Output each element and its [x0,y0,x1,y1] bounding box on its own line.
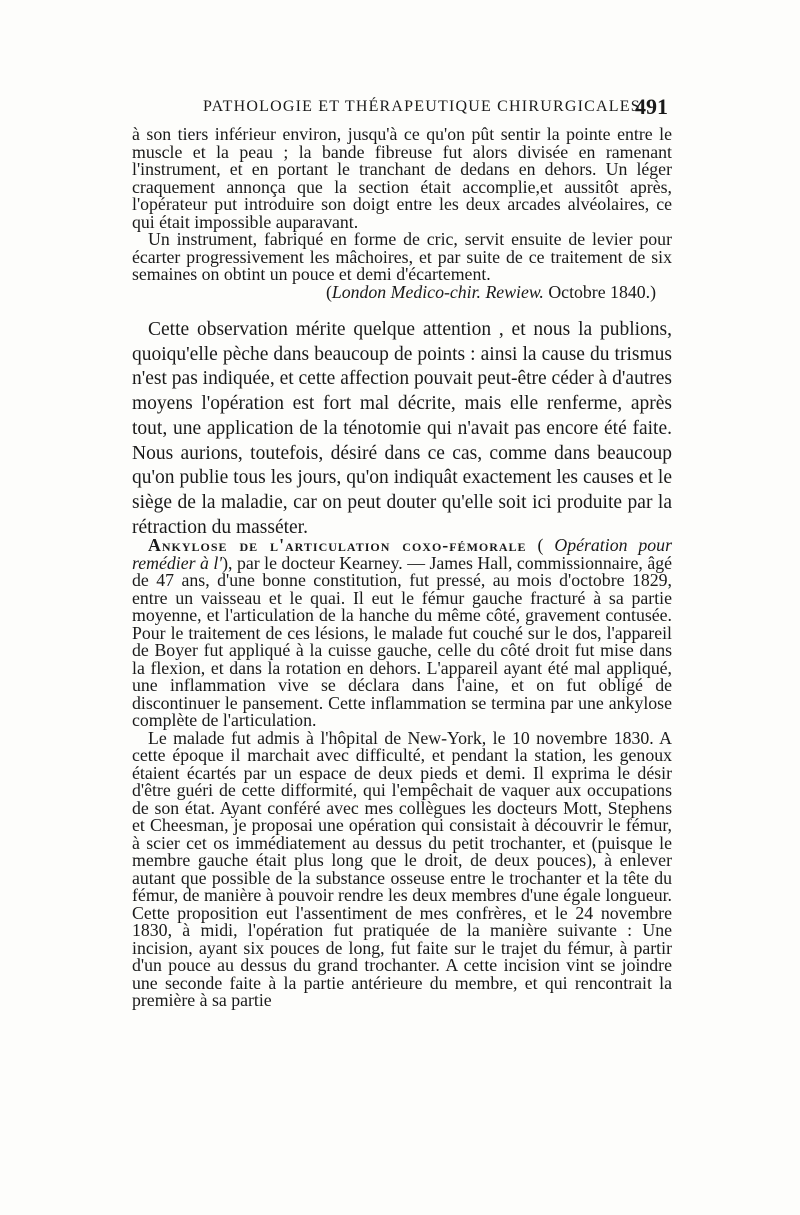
case-paragraph-1: à son tiers inférieur environ, jusqu'à ce qu'on pût sentir la pointe entre le muscle et la peau ; la bande fibreuse fut alors divisée en ramenant l'instrument, et en portant le tranchant de dedans en dehors. Un léger craquement annonça que la section était accomplie,et aussitôt après, l'opérateur put introduire son doigt entre les deux arcades alvéolaires, ce qui était impossible auparavant. [132,124,672,232]
article-paragraph-1: Ankylose de l'articulation coxo-fémorale ( Opération pour remédier à l'), par le docteur Kearney. — James Hall, commissionnaire, âgé de 47 ans, d'une bonne constitution, fut pressé, au mois d'octobre 1829, entre un vaisseau et le quai. Il eut le fémur gauche fracturé à sa partie moyenne, et l'articulation de la hanche du même côté, gravement contusée. Pour le traitement de ces lésions, le malade fut couché sur le dos, l'appareil de Boyer fut appliqué à la cuisse gauche, celle du côté droit fut mise dans la flexion, et dans la rotation en dehors. L'appareil ayant été mal appliqué, une inflammation vive se déclara dans l'aine, et on fut obligé de discontinuer le pansement. Cette inflammation se termina par une ankylose complète de l'articulation. [132,535,672,730]
commentary-paragraph: Cette observation mérite quelque attention , et nous la publions, quoiqu'elle pèche dans beaucoup de points : ainsi la cause du trismus n'est pas indiquée, et cette affection pouvait peut-être céder à d'autres moyens l'opération est fort mal décrite, mais elle renferme, après tout, une application de la ténotomie qui n'avait pas encore été faite. Nous aurions, toutefois, désiré dans ce cas, comme dans beaucoup qu'on publie tous les jours, qu'on indiquât exactement les causes et le siège de la maladie, car on peut douter qu'elle soit ici produite par la rétraction du masséter. [132,319,672,538]
article-paragraph-2: Le malade fut admis à l'hôpital de New-York, le 10 novembre 1830. A cette époque il marchait avec difficulté, et pendant la station, les genoux étaient écartés par un espace de deux pieds et demi. Il exprima le désir d'être guéri de cette difformité, qui l'empêchait de vaquer aux occupations de son état. Ayant conféré avec mes collègues les docteurs Mott, Stephens et Cheesman, je proposai une opération qui consistait à découvrir le fémur, à scier cet os immédiatement au dessus du petit trochanter, et (puisque le membre gauche était plus long que le droit, de deux pouces), à enlever autant que possible de la substance osseuse entre le trochanter et la tête du fémur, de manière à pouvoir rendre les deux membres d'une égale longueur. Cette proposition eut l'assentiment de mes confrères, et le 24 novembre 1830, à midi, l'opération fut pratiquée de la manière suivante : Une incision, ayant six pouces de long, fut faite sur le trajet du fémur, à partir d'un pouce au dessus du grand trochanter. A cette incision vint se joindre une seconde faite à la partie antérieure du membre, et qui rencontrait la première à sa partie [132,727,672,1010]
citation-source: London Medico-chir. Rewiew. [331,281,544,302]
citation-date: Octobre 1840.) [548,281,656,302]
article-paragraph-1-text: ), par le docteur Kearney. — James Hall, commissionnaire, âgé de 47 ans, d'une bonne constitution, fut pressé, au mois d'octobre 1829, entre un vaisseau et le quai. Il eut le fémur gauche fracturé à sa partie moyenne, et l'articulation de la hanche du même côté, gravement contusée. Pour le traitement de ces lésions, le malade fut couché sur le dos, l'appareil de Boyer fut appliqué à la cuisse gauche, celle du côté droit fut mise dans la flexion, et dans la rotation en dehors. L'appareil ayant été mal appliqué, une inflammation vive se déclara dans l'aine, et on fut obligé de discontinuer le pansement. Cette inflammation se termina par une ankylose complète de l'articulation. [132,552,672,730]
article-title-italic: Opération pour remédier à l' [132,535,672,573]
page-number: 491 [635,94,668,119]
page-header [133,94,668,120]
citation: (London Medico-chir. Rewiew. Octobre 1840.) [325,281,656,302]
editorial-commentary [132,318,672,540]
case-continuation [132,126,672,301]
case-paragraph-2: Un instrument, fabriqué en forme de cric, servit ensuite de levier pour écarter progressivement les mâchoires, et par suite de ce traitement de six semaines on obtint un pouce et demi d'écartement. [132,229,672,284]
ankylose-article [132,537,672,1010]
article-title: Ankylose de l'articulation coxo-fémorale [148,535,527,555]
running-head: PATHOLOGIE ET THÉRAPEUTIQUE CHIRURGICALES. [203,98,646,115]
